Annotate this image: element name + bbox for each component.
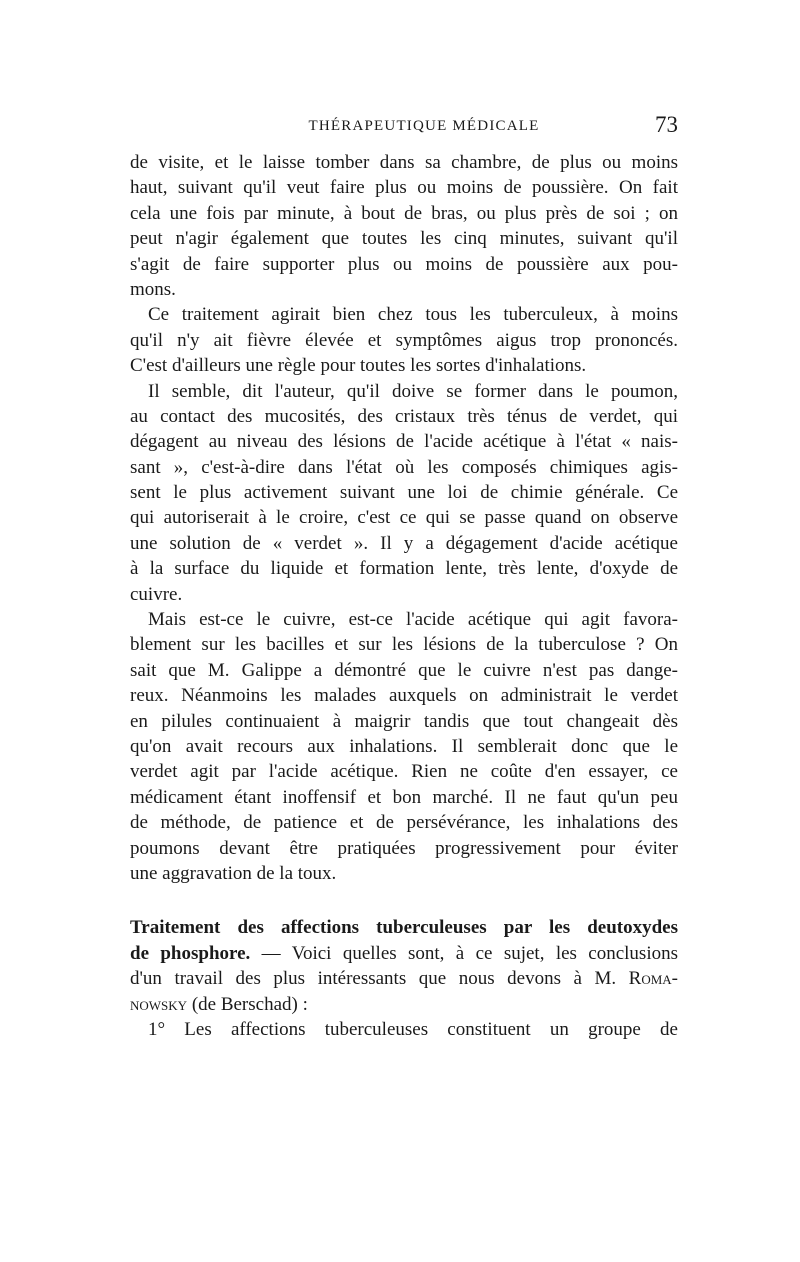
text-line: peut n'agir également que toutes les cinq minutes, suivant qu'il [130,228,678,250]
author-name: nowsky [130,993,188,1015]
text-line: de méthode, de patience et de persévérance, les inhalations des [130,812,678,834]
text-line: qui autoriserait à le croire, c'est ce qui se passe quand on observe [130,507,678,529]
section-gap [130,886,678,915]
text-line: qu'on avait recours aux inhalations. Il semblerait donc que le [130,735,678,757]
text-line: verdet agit par l'acide acétique. Rien ne coûte d'en essayer, ce [130,761,678,783]
text-line: reux. Néanmoins les malades auxquels on administrait le verdet [130,685,678,707]
text-line: Il semble, dit l'auteur, qu'il doive se former dans le poumon, [148,380,678,402]
text-line: dégagent au niveau des lésions de l'acide acétique à l'état « nais- [130,431,678,453]
text-line: blement sur les bacilles et sur les lésions de la tuberculose ? On [130,634,678,656]
text-line: sent le plus activement suivant une loi de chimie générale. Ce [130,482,678,504]
text-line: s'agit de faire supporter plus ou moins de poussière aux pou- [130,253,678,275]
text-line [130,966,678,991]
text-line: Ce traitement agirait bien chez tous les tuberculeux, à moins [148,304,678,326]
text-fragment: (de Berschad) : [187,993,308,1015]
text-line [130,941,678,966]
text-line: Mais est-ce le cuivre, est-ce l'acide acétique qui agit favora- [148,609,678,631]
text-line: mons. [130,278,176,300]
section-heading-end: de phosphore. [130,942,251,964]
text-line: en pilules continuaient à maigrir tandis que tout changeait dès [130,710,678,732]
text-line: 1° Les affections tuberculeuses constituent un groupe de [148,1018,678,1040]
text-line: une aggravation de la toux. [130,862,337,884]
text-line: au contact des mucosités, des cristaux très ténus de verdet, qui [130,405,678,427]
running-head [130,112,678,142]
text-line: à la surface du liquide et formation lente, très lente, d'oxyde de [130,558,678,580]
section-heading: Traitement des affections tuberculeuses par les deutoxydes [130,917,678,939]
page-number: 73 [655,112,678,137]
text-line: cela une fois par minute, à bout de bras, ou plus près de soi ; on [130,202,678,224]
author-name: Roma- [628,968,678,990]
text-line: haut, suivant qu'il veut faire plus ou moins de poussière. On fait [130,177,678,199]
text-line: médicament étant inoffensif et bon marché. Il ne faut qu'un peu [130,786,678,808]
text-fragment: d'un travail des plus intéressants que nous devons à M. [130,968,617,990]
text-line: C'est d'ailleurs une règle pour toutes les sortes d'inhalations. [130,355,587,377]
text-line: de visite, et le laisse tomber dans sa chambre, de plus ou moins [130,152,678,173]
body-text [130,150,678,1042]
text-line: sant », c'est-à-dire dans l'état où les composés chimiques agis- [130,456,678,478]
text-line [130,992,678,1017]
text-line: poumons devant être pratiquées progressivement pour éviter [130,837,678,859]
text-fragment: — Voici quelles sont, à ce sujet, les conclusions [250,942,678,964]
text-line: cuivre. [130,583,183,605]
text-line: sait que M. Galippe a démontré que le cuivre n'est pas dange- [130,659,678,681]
text-line: une solution de « verdet ». Il y a dégagement d'acide acétique [130,532,678,554]
running-title: THÉRAPEUTIQUE MÉDICALE [308,118,540,134]
text-line: qu'il n'y ait fièvre élevée et symptômes aigus trop prononcés. [130,329,678,351]
